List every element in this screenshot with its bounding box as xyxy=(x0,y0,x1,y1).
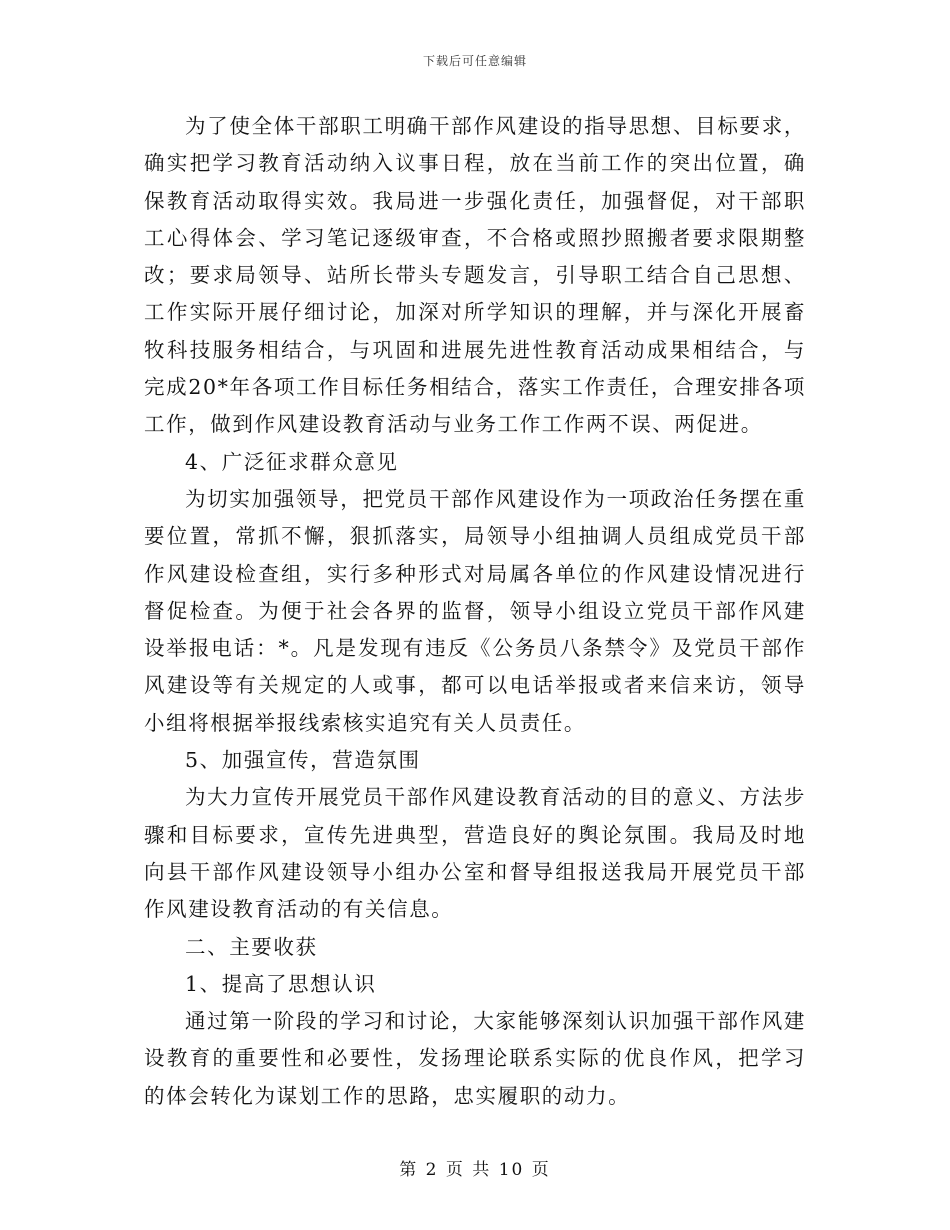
paragraph-leadership: 为切实加强领导，把党员干部作风建设作为一项政治任务摆在重要位置，常抓不懈，狠抓落实，局领导小组抽调人员组成党员干部作风建设检查组，实行多种形式对局属各单位的作风建设情况进行督促检查。为便于社会各界的监督，领导小组设立党员干部作风建设举报电话：*。凡是发现有违反《公务员八条禁令》及党员干部作风建设等有关规定的人或事，都可以电话举报或者来信来访，领导小组将根据举报线索核实追究有关人员责任。 xyxy=(144,486,806,735)
heading-improved-awareness: 1、提高了思想认识 xyxy=(185,971,377,996)
heading-publicity: 5、加强宣传，营造氛围 xyxy=(185,748,421,773)
page-footer: 第 2 页 共 10 页 xyxy=(399,1160,551,1180)
heading-solicit-opinions: 4、广泛征求群众意见 xyxy=(185,449,399,474)
paragraph-publicity: 为大力宣传开展党员干部作风建设教育活动的目的意义、方法步骤和目标要求，宣传先进典型，营造良好的舆论氛围。我局及时地向县干部作风建设领导小组办公室和督导组报送我局开展党员干部作风建设教育活动的有关信息。 xyxy=(144,785,806,922)
paragraph-awareness: 通过第一阶段的学习和讨论，大家能够深刻认识加强干部作风建设教育的重要性和必要性，发扬理论联系实际的优良作风，把学习的体会转化为谋划工作的思路，忠实履职的动力。 xyxy=(144,1009,806,1108)
page-header: 下载后可任意编辑 xyxy=(422,54,527,68)
paragraph-responsibility: 为了使全体干部职工明确干部作风建设的指导思想、目标要求，确实把学习教育活动纳入议事日程，放在当前工作的突出位置，确保教育活动取得实效。我局进一步强化责任，加强督促，对干部职工心得体会、学习笔记逐级审查，不合格或照抄照搬者要求限期整改；要求局领导、站所长带头专题发言，引导职工结合自己思想、工作实际开展仔细讨论，加深对所学知识的理解，并与深化开展畜牧科技服务相结合，与巩固和进展先进性教育活动成果相结合，与完成20*年各项工作目标任务相结合，落实工作责任，合理安排各项工作，做到作风建设教育活动与业务工作工作两不误、两促进。 xyxy=(144,114,806,437)
document-body xyxy=(144,108,806,1115)
heading-main-gains: 二、主要收获 xyxy=(185,934,318,959)
